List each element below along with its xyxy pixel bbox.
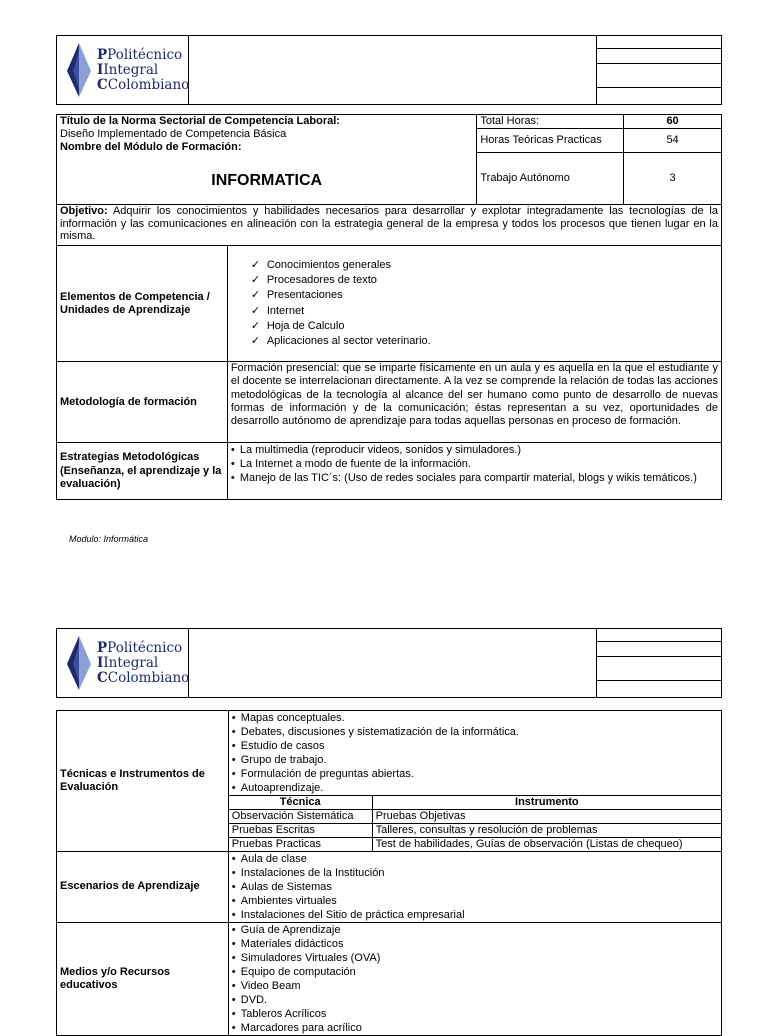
norm-title-value: Diseño Implementado de Competencia Básica [60, 128, 287, 141]
list-item: • Formulación de preguntas abiertas. [232, 767, 718, 781]
list-item: • Instalaciones de la Institución [232, 866, 718, 880]
eval-technique: Observación Sistemática [228, 810, 372, 824]
logo-line3: Colombiano [107, 669, 190, 686]
logo-emblem-icon [63, 634, 95, 692]
list-item: • La Internet a modo de fuente de la información. [231, 457, 718, 471]
list-item: • Ambientes virtuales [232, 894, 718, 908]
list-item: ✓ Presentaciones [251, 288, 718, 303]
eval-header-instrument: Instrumento [372, 796, 721, 810]
list-item: • Mapas conceptuales. [232, 711, 718, 725]
eval-instrument: Pruebas Objetivas [372, 810, 721, 824]
list-item: • La multimedia (reproducir videos, sonidos y simuladores.) [231, 443, 718, 457]
elements-label: Elementos de Competencia / Unidades de Aprendizaje [57, 246, 228, 362]
page-footer: Modulo: Informática [69, 534, 149, 544]
logo-line3: Colombiano [107, 76, 190, 93]
evaluation-table [56, 710, 722, 1036]
theory-practice-label: Horas Teóricas Practicas [477, 129, 624, 153]
list-item: • Debates, discusiones y sistematización de la informática. [232, 725, 718, 739]
logo [57, 36, 189, 104]
eval-instrument: Talleres, consultas y resolución de problemas [372, 824, 721, 838]
list-item: • Tableros Acrílicos [232, 1007, 718, 1021]
methodology-text: Formación presencial: que se imparte físicamente en un aula y es aquella en la que el estudiante y el docente se interrelacionan directamente. A la vez se comprende la relación de todas las acciones metodológicas de la tecnología al alcance del ser humano como punto de desarrollo de nuevas formas de información y de la comunicación; éstas representan a su vez, oportunidades de desarrollo autónomo de aprendizaje para todas aquellas personas en proceso de formación. [227, 362, 721, 443]
list-item: ✓ Aplicaciones al sector veterinario. [251, 334, 718, 349]
module-name-label: Nombre del Módulo de Formación: [60, 141, 242, 154]
list-item: • Marcadores para acrílico [232, 1021, 718, 1035]
autonomous-label: Trabajo Autónomo [477, 153, 624, 205]
eval-instrument: Test de habilidades, Guías de observación (Listas de chequeo) [372, 838, 721, 852]
module-info-table [56, 114, 722, 500]
total-hours-label: Total Horas: [477, 115, 624, 129]
total-hours-value: 60 [624, 115, 722, 129]
list-item: • Instalaciones del Sitio de práctica empresarial [232, 908, 718, 922]
list-item: • Aula de clase [232, 852, 718, 866]
strategies-cell [227, 443, 721, 500]
objective-cell [57, 205, 722, 246]
logo-text: PPolitécnico IIntegral CColombiano [97, 46, 190, 93]
elements-cell [227, 246, 721, 362]
norm-title-label: Título de la Norma Sectorial de Competencia Laboral: [60, 115, 340, 127]
list-item: • Autoaprendizaje. [232, 781, 718, 795]
logo-line1: Politécnico [107, 639, 183, 656]
methodology-label: Metodología de formación [57, 362, 228, 443]
list-item: ✓ Procesadores de texto [251, 273, 718, 288]
page-header [56, 35, 722, 105]
logo-line1: Politécnico [107, 46, 183, 63]
resources-list [232, 923, 718, 1035]
autonomous-value: 3 [624, 153, 722, 205]
techniques-label: Técnicas e Instrumentos de Evaluación [57, 711, 229, 852]
list-item: • Materiales didácticos [232, 937, 718, 951]
logo-line2: Integral [103, 61, 159, 78]
header-middle-cell [189, 36, 597, 104]
list-item: • DVD. [232, 993, 718, 1007]
list-item: • Equipo de computación [232, 965, 718, 979]
header-right-cells [597, 36, 721, 104]
theory-practice-value: 54 [624, 129, 722, 153]
page-header-2 [56, 628, 722, 698]
resources-cell [228, 923, 721, 1036]
norm-title-cell [57, 115, 477, 205]
logo-line2: Integral [103, 654, 159, 671]
logo-text-2: PPolitécnico IIntegral CColombiano [97, 639, 190, 686]
header-middle-cell [189, 629, 597, 697]
header-right-cells [597, 629, 721, 697]
list-item: ✓ Hoja de Calculo [251, 319, 718, 334]
list-item: • Simuladores Virtuales (OVA) [232, 951, 718, 965]
list-item: ✓ Internet [251, 304, 718, 319]
logo-2 [57, 629, 189, 697]
list-item: • Guía de Aprendizaje [232, 923, 718, 937]
scenarios-label: Escenarios de Aprendizaje [57, 852, 229, 923]
logo-emblem-icon [63, 41, 95, 99]
scenarios-cell [228, 852, 721, 923]
list-item: • Video Beam [232, 979, 718, 993]
techniques-list-cell [228, 711, 721, 796]
objective-label: Objetivo: [60, 205, 108, 218]
eval-technique: Pruebas Practicas [228, 838, 372, 852]
scenarios-list [232, 852, 718, 922]
list-item: • Manejo de las TIC´s: (Uso de redes sociales para compartir material, blogs y wikis temáticos.) [231, 471, 718, 485]
eval-technique: Pruebas Escritas [228, 824, 372, 838]
techniques-list [232, 711, 718, 795]
objective-text: Adquirir los conocimientos y habilidades necesarios para desarrollar y explotar integradamente las tecnologías de la información y las comunicaciones en alineación con la estrategia general de la empresa y todos los procesos que tienen lugar en la misma. [60, 205, 718, 243]
resources-label: Medios y/o Recursos educativos [57, 923, 229, 1036]
list-item: • Aulas de Sistemas [232, 880, 718, 894]
list-item: • Grupo de trabajo. [232, 753, 718, 767]
module-name: INFORMATICA [211, 171, 323, 189]
list-item: • Estudio de casos [232, 739, 718, 753]
eval-header-technique: Técnica [228, 796, 372, 810]
list-item: ✓ Conocimientos generales [251, 258, 718, 273]
elements-list [231, 258, 718, 350]
strategies-list [231, 443, 718, 485]
strategies-label: Estrategias Metodológicas (Enseñanza, el aprendizaje y la evaluación) [57, 443, 228, 500]
